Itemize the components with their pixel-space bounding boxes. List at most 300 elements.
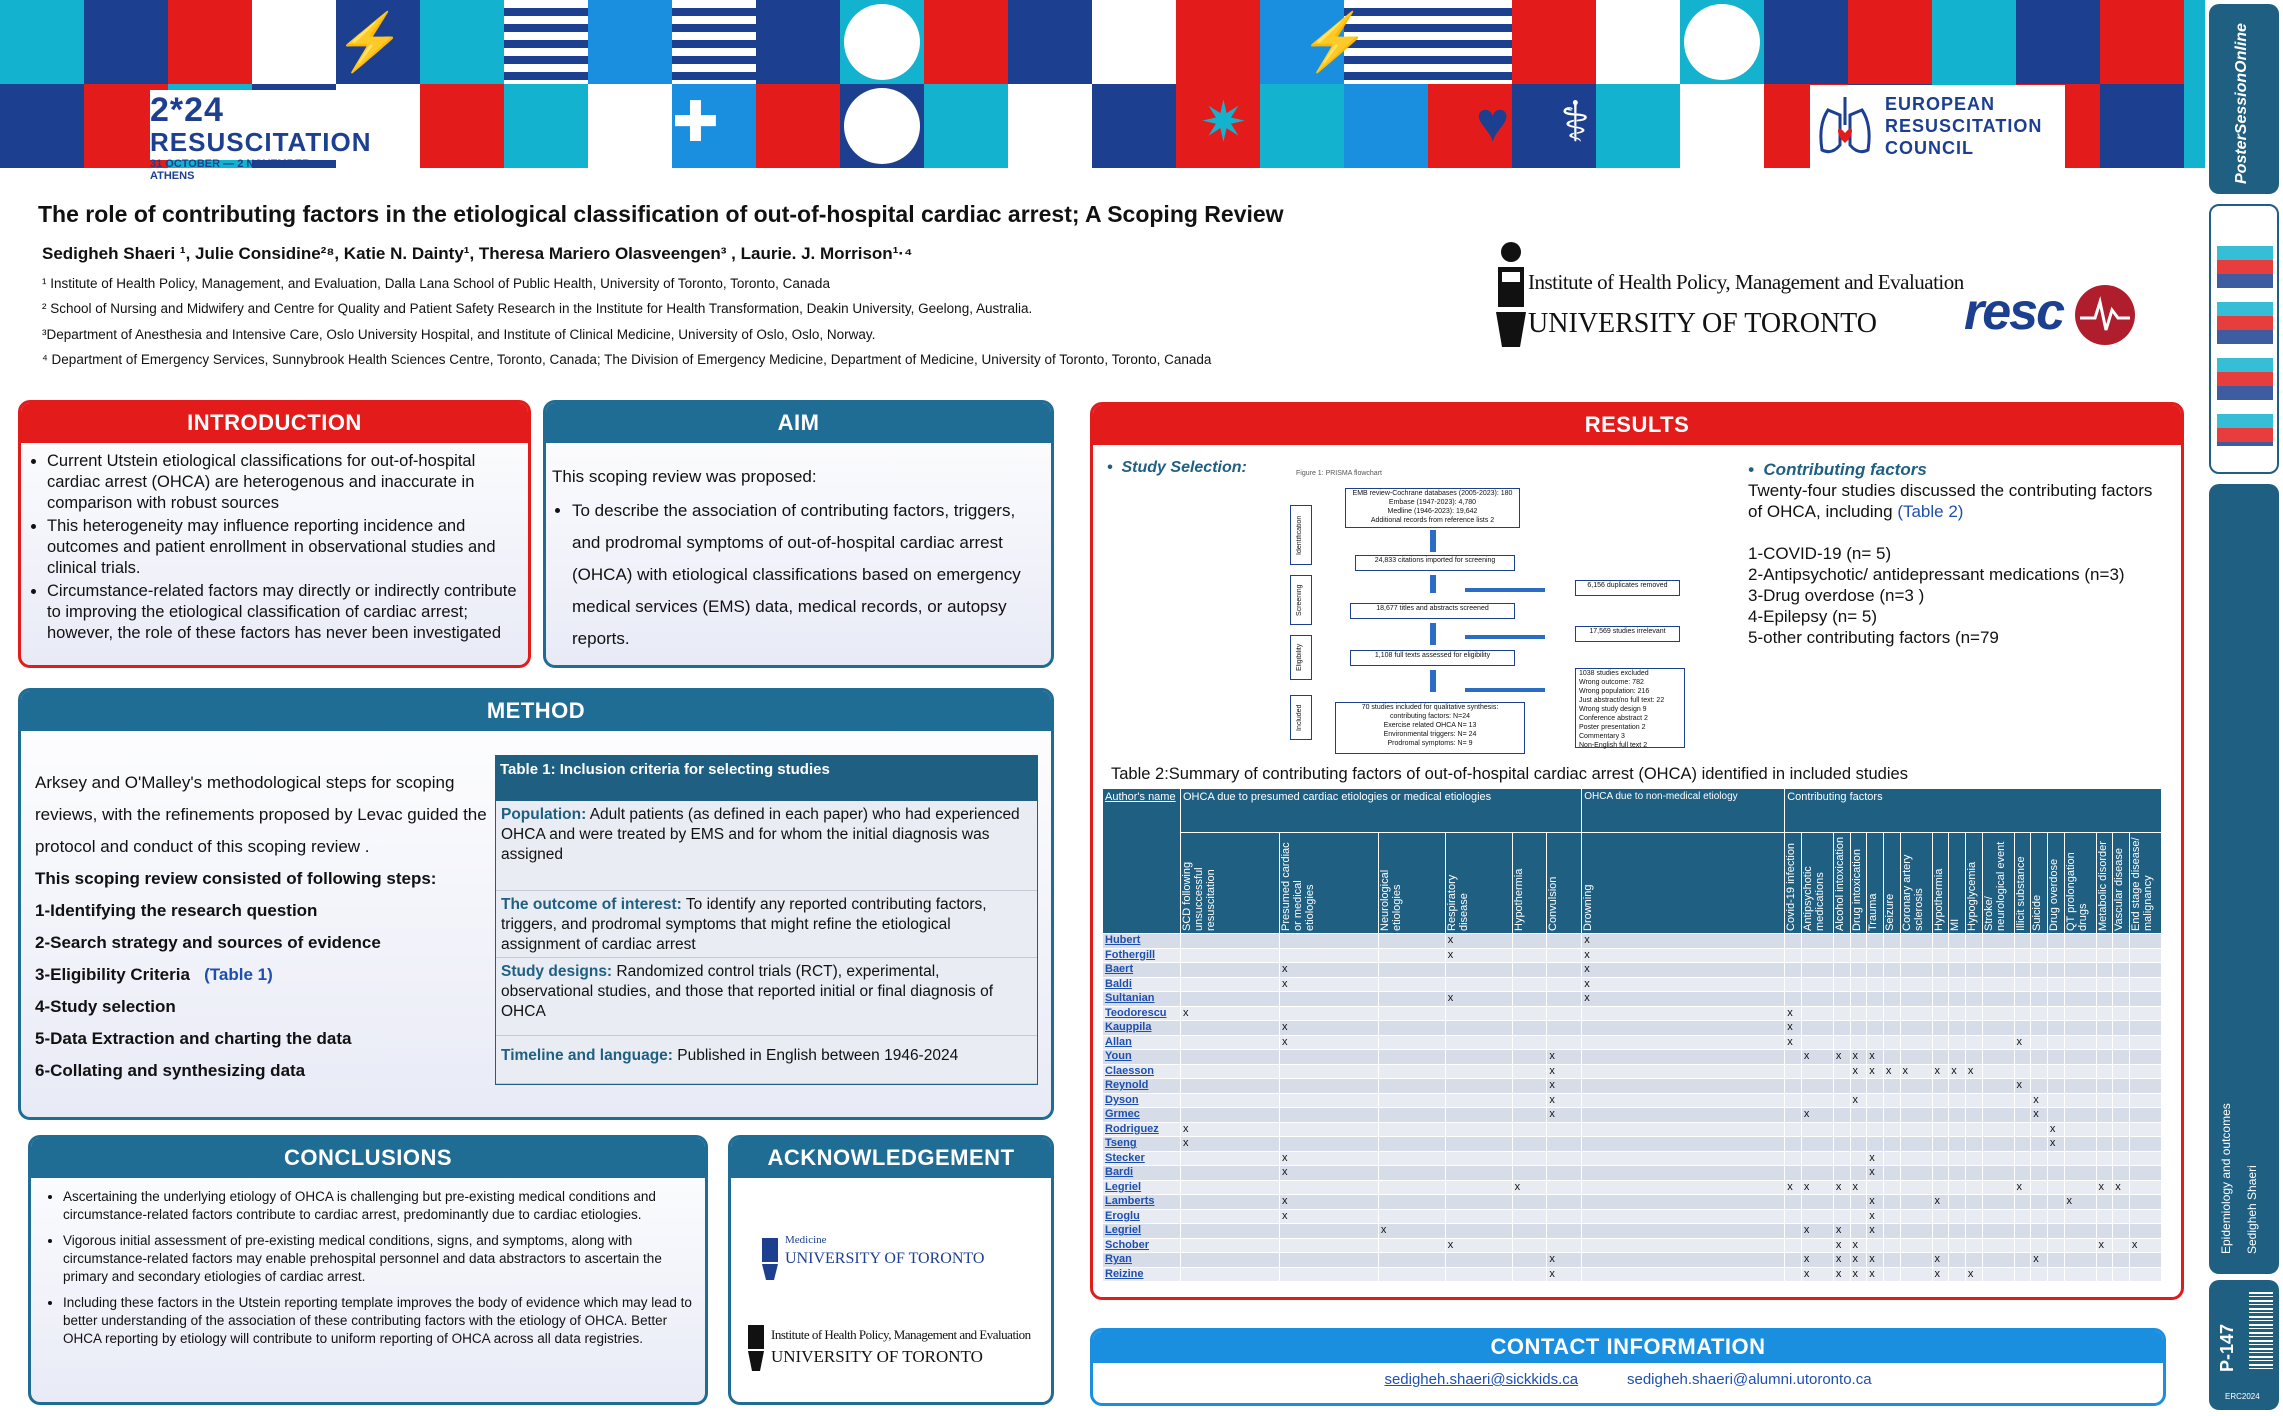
group-medical: OHCA due to presumed cardiac etiologies or medical etiologies	[1181, 789, 1582, 833]
author-cell[interactable]: Claesson	[1103, 1064, 1181, 1079]
mark-cell	[1512, 1050, 1547, 1065]
mark-cell	[1785, 1137, 1802, 1152]
author-cell[interactable]: Stecker	[1103, 1151, 1181, 1166]
mark-cell: x	[1801, 1267, 1833, 1282]
circle-motif-icon	[1684, 4, 1760, 80]
banner-tile	[1596, 0, 1680, 84]
mark-cell	[2096, 1209, 2113, 1224]
mark-cell	[1445, 977, 1512, 992]
mark-cell	[1883, 1151, 1900, 1166]
mark-cell	[1850, 934, 1867, 949]
mark-cell	[1445, 1021, 1512, 1036]
email-alumni[interactable]: sedigheh.shaeri@alumni.utoronto.ca	[1627, 1371, 1872, 1388]
table-row	[1103, 977, 2162, 992]
mark-cell	[1949, 992, 1966, 1007]
mark-cell	[1445, 1079, 1512, 1094]
inst-line2: UNIVERSITY OF TORONTO	[1528, 308, 1877, 339]
mark-cell	[1445, 1064, 1512, 1079]
author-cell[interactable]: Rodriguez	[1103, 1122, 1181, 1137]
column-header-label: Illicit substance	[2014, 856, 2027, 931]
mark-cell	[2129, 1224, 2161, 1239]
mark-cell	[1801, 1209, 1833, 1224]
mark-cell	[2129, 1151, 2161, 1166]
category-label: Epidemiology and outcomes	[2219, 1103, 2233, 1254]
mark-cell	[1949, 1224, 1966, 1239]
mark-cell	[2014, 1224, 2031, 1239]
column-header	[2113, 833, 2130, 934]
mark-cell	[1445, 1093, 1512, 1108]
column-header	[1279, 833, 1378, 934]
mark-cell: x	[1900, 1064, 1932, 1079]
mark-cell	[1785, 1108, 1802, 1123]
column-header	[1900, 833, 1932, 934]
mark-cell	[1833, 1137, 1850, 1152]
mark-cell	[1965, 934, 1982, 949]
mark-cell	[1582, 1093, 1785, 1108]
mark-cell	[1883, 1122, 1900, 1137]
author-cell[interactable]: Reynold	[1103, 1079, 1181, 1094]
mark-cell	[2113, 1079, 2130, 1094]
mark-cell	[1883, 1035, 1900, 1050]
affiliation-2: ² School of Nursing and Midwifery and Centre for Quality and Patient Safety Research in the Institute for Health Transformation, Deakin University, Geelong, Australia.	[42, 301, 1033, 316]
mark-cell: x	[1801, 1108, 1833, 1123]
mark-cell	[2064, 1108, 2096, 1123]
column-header-label: Alcohol intoxication	[1833, 836, 1846, 931]
mark-cell: x	[1801, 1224, 1833, 1239]
mark-cell	[2096, 934, 2113, 949]
mark-cell	[1932, 1151, 1949, 1166]
mark-cell	[2031, 1064, 2048, 1079]
mark-cell: x	[1582, 963, 1785, 978]
mark-cell	[1833, 1166, 1850, 1181]
mark-cell	[1512, 1166, 1547, 1181]
mark-cell	[1547, 934, 1582, 949]
mark-cell	[1785, 1267, 1802, 1282]
mark-cell	[1582, 1238, 1785, 1253]
mark-cell	[2047, 1224, 2064, 1239]
mark-cell: x	[2064, 1195, 2096, 1210]
conclusions-heading: CONCLUSIONS	[31, 1138, 705, 1178]
contrib-item: 3-Drug overdose (n=3 )	[1748, 586, 1925, 605]
mark-cell	[1965, 1253, 1982, 1268]
column-header	[1445, 833, 1512, 934]
step-3: 3-Eligibility Criteria	[35, 965, 190, 984]
mark-cell	[1982, 1209, 2014, 1224]
mark-cell: x	[2031, 1093, 2048, 1108]
mark-cell	[2129, 1267, 2161, 1282]
mark-cell	[1900, 948, 1932, 963]
mark-cell	[2113, 1166, 2130, 1181]
author-cell[interactable]: Baldi	[1103, 977, 1181, 992]
mark-cell	[1512, 1151, 1547, 1166]
contrib-item: 1-COVID-19 (n= 5)	[1748, 544, 1892, 563]
mark-cell	[2096, 1079, 2113, 1094]
column-header-label: Coronary artery sclerosis	[1900, 854, 1925, 931]
mark-cell	[2129, 977, 2161, 992]
column-header-label: Antipsychotic medications	[1801, 866, 1826, 931]
mark-cell: x	[1445, 1238, 1512, 1253]
mark-cell: x	[2047, 1137, 2064, 1152]
flow-caption: Figure 1: PRISMA flowchart	[1296, 470, 1382, 477]
mark-cell	[2014, 1006, 2031, 1021]
mark-cell	[1965, 1021, 1982, 1036]
column-header	[1833, 833, 1850, 934]
mark-cell: x	[2031, 1253, 2048, 1268]
step-4: 4-Study selection	[35, 997, 176, 1016]
author-cell[interactable]: Allan	[1103, 1035, 1181, 1050]
author-cell[interactable]: Schober	[1103, 1238, 1181, 1253]
mark-cell	[1883, 1006, 1900, 1021]
cross-icon: ✚	[672, 90, 719, 153]
banner-tile	[1344, 84, 1428, 168]
column-header	[1785, 833, 1802, 934]
stage-included: Included	[1290, 695, 1312, 740]
mark-cell	[2031, 934, 2048, 949]
mark-cell	[1445, 1122, 1512, 1137]
mark-cell	[1801, 948, 1833, 963]
mark-cell	[2031, 1137, 2048, 1152]
flow-box-imported: 24,833 citations imported for screening	[1355, 555, 1515, 571]
mark-cell	[2096, 1267, 2113, 1282]
mark-cell	[1883, 963, 1900, 978]
column-header	[1883, 833, 1900, 934]
mark-cell	[1445, 1151, 1512, 1166]
author-list: Sedigheh Shaeri ¹, Julie Considine²⁸, Katie N. Dainty¹, Theresa Mariero Olasveengen³ , Laurie. J. Morrison¹·⁴	[42, 244, 913, 263]
prisma-flowchart	[1290, 470, 1690, 755]
mark-cell	[2096, 1021, 2113, 1036]
mark-cell	[2113, 1209, 2130, 1224]
mark-cell	[1850, 1151, 1867, 1166]
contributing-factors-block	[1748, 459, 2168, 648]
resc-logo	[1960, 280, 2150, 350]
column-header-label: Covid-19 infection	[1785, 842, 1798, 931]
mark-cell	[2064, 1238, 2096, 1253]
mark-cell	[1965, 948, 1982, 963]
mark-cell	[2113, 1224, 2130, 1239]
aim-intro: This scoping review was proposed:	[552, 467, 817, 486]
mark-cell	[1949, 1267, 1966, 1282]
column-header	[2064, 833, 2096, 934]
author-cell[interactable]: Tseng	[1103, 1137, 1181, 1152]
mark-cell	[1949, 1035, 1966, 1050]
mark-cell: x	[2014, 1035, 2031, 1050]
mark-cell: x	[1850, 1180, 1867, 1195]
mark-cell	[1982, 1180, 2014, 1195]
banner-tile	[756, 0, 840, 84]
mark-cell	[2047, 1050, 2064, 1065]
mark-cell	[1965, 1180, 1982, 1195]
author-cell[interactable]: Eroglu	[1103, 1209, 1181, 1224]
mark-cell	[1932, 1122, 1949, 1137]
mark-cell	[2014, 1122, 2031, 1137]
mark-cell	[1785, 1253, 1802, 1268]
mark-cell	[1547, 1224, 1582, 1239]
banner-tile	[420, 0, 504, 84]
poster-info-panel	[2209, 484, 2279, 1274]
affiliation-3: ³Department of Anesthesia and Intensive Care, Oslo University Hospital, and Institute of Clinical Medicine, University of Oslo, Oslo, Norway.	[42, 327, 876, 342]
mark-cell	[1932, 1137, 1949, 1152]
mark-cell	[1445, 1108, 1512, 1123]
column-header	[1867, 833, 1884, 934]
mark-cell	[1965, 977, 1982, 992]
mark-cell: x	[2096, 1180, 2113, 1195]
mark-cell	[1883, 1267, 1900, 1282]
poster-thumbnail[interactable]	[2209, 204, 2279, 474]
author-cell[interactable]: Reizine	[1103, 1267, 1181, 1282]
mark-cell	[1850, 1006, 1867, 1021]
mark-cell	[1867, 1108, 1884, 1123]
mark-cell: x	[1850, 1064, 1867, 1079]
mark-cell	[1965, 1195, 1982, 1210]
inst-line1: Institute of Health Policy, Management and Evaluation	[1528, 270, 1964, 294]
mark-cell	[2064, 992, 2096, 1007]
mark-cell: x	[1582, 992, 1785, 1007]
mark-cell	[1900, 1108, 1932, 1123]
mark-cell	[1445, 1006, 1512, 1021]
mark-cell: x	[2031, 1108, 2048, 1123]
mark-cell	[2113, 934, 2130, 949]
column-header-label: SCD following unsuccessful resuscitation	[1181, 861, 1217, 931]
column-header	[1547, 833, 1582, 934]
mark-cell	[1833, 1021, 1850, 1036]
mark-cell	[1982, 1064, 2014, 1079]
column-header	[1801, 833, 1833, 934]
mark-cell	[1582, 1137, 1785, 1152]
caduceus-icon: ⚕	[1560, 90, 1591, 153]
author-cell[interactable]: Teodorescu	[1103, 1006, 1181, 1021]
mark-cell	[1965, 1166, 1982, 1181]
mark-cell	[2014, 934, 2031, 949]
step-2: 2-Search strategy and sources of evidence	[35, 933, 381, 952]
postersessiononline-badge[interactable]	[2209, 4, 2279, 194]
mark-cell	[2047, 977, 2064, 992]
mark-cell	[1181, 1195, 1280, 1210]
mark-cell	[2047, 1253, 2064, 1268]
banner-tile	[924, 84, 1008, 168]
mark-cell	[1900, 1253, 1932, 1268]
mark-cell: x	[1850, 1253, 1867, 1268]
table-row	[1103, 1209, 2162, 1224]
column-header-label: QT prolongation drugs	[2064, 852, 2089, 931]
mark-cell	[1181, 948, 1280, 963]
mark-cell	[1883, 1209, 1900, 1224]
mark-cell	[2031, 1122, 2048, 1137]
mark-cell	[1867, 1006, 1884, 1021]
mark-cell: x	[1932, 1253, 1949, 1268]
author-cell[interactable]: Legriel	[1103, 1224, 1181, 1239]
mark-cell	[1181, 1093, 1280, 1108]
mark-cell	[1279, 948, 1378, 963]
mark-cell	[1982, 1021, 2014, 1036]
mark-cell	[1900, 1079, 1932, 1094]
column-header-label: Seizure	[1883, 893, 1896, 931]
mark-cell: x	[1785, 1021, 1802, 1036]
mark-cell	[1279, 1224, 1378, 1239]
contrib-heading-line: • Contributing factors	[1748, 460, 1927, 479]
mark-cell	[2096, 1151, 2113, 1166]
mark-cell	[1801, 1064, 1833, 1079]
column-header-label: End stage disease/ malignancy	[2129, 837, 2154, 931]
logo1-small: Medicine	[785, 1234, 827, 1246]
mark-cell: x	[1445, 948, 1512, 963]
mark-cell	[1883, 934, 1900, 949]
mark-cell	[2047, 1035, 2064, 1050]
mark-cell	[2096, 1253, 2113, 1268]
list-item: • To describe the association of contributing factors, triggers, and prodromal symptoms of out-of-hospital cardiac arrest (OHCA) with etiological classifications based on emergency medical services (EMS) data, medical records, or autopsy reports.	[572, 495, 1045, 655]
table1-link[interactable]: (Table 1)	[204, 965, 273, 984]
mark-cell	[1582, 1035, 1785, 1050]
contact-heading-text: CONTACT INFORMATION	[1490, 1334, 1766, 1359]
email-link-sickkids[interactable]: sedigheh.shaeri@sickkids.ca	[1384, 1371, 1579, 1388]
mark-cell	[1547, 1122, 1582, 1137]
banner-tile	[504, 84, 588, 168]
mark-cell	[2047, 1151, 2064, 1166]
mark-cell	[2064, 1122, 2096, 1137]
mark-cell	[2129, 1122, 2161, 1137]
banner-tile	[84, 0, 168, 84]
mark-cell	[1181, 1166, 1280, 1181]
mark-cell	[1582, 1224, 1785, 1239]
mark-cell	[1965, 1224, 1982, 1239]
column-header-label: Trauma	[1867, 893, 1880, 931]
mark-cell	[1801, 992, 1833, 1007]
mark-cell	[1279, 1079, 1378, 1094]
mark-cell	[1965, 1108, 1982, 1123]
table-row	[1103, 1021, 2162, 1036]
mark-cell	[1949, 1006, 1966, 1021]
table-row	[1103, 1238, 2162, 1253]
mark-cell	[1785, 934, 1802, 949]
mark-cell	[1965, 1137, 1982, 1152]
mark-cell	[1850, 992, 1867, 1007]
mark-cell	[1279, 1093, 1378, 1108]
author-cell[interactable]: Kauppila	[1103, 1021, 1181, 1036]
mark-cell	[1378, 963, 1445, 978]
mark-cell	[1582, 1195, 1785, 1210]
column-header	[2014, 833, 2031, 934]
mark-cell: x	[2014, 1079, 2031, 1094]
mark-cell	[1181, 1050, 1280, 1065]
flow-side-irrelevant: 17,569 studies irrelevant	[1575, 626, 1680, 642]
mark-cell	[1785, 1195, 1802, 1210]
mark-cell	[1279, 1064, 1378, 1079]
mark-cell	[1445, 1195, 1512, 1210]
mark-cell: x	[1279, 1021, 1378, 1036]
mark-cell: x	[1547, 1064, 1582, 1079]
mark-cell	[2064, 1137, 2096, 1152]
mark-cell	[1883, 1050, 1900, 1065]
author-cell[interactable]: Sultanian	[1103, 992, 1181, 1007]
mark-cell	[2047, 1209, 2064, 1224]
mark-cell	[1582, 1050, 1785, 1065]
mark-cell	[1378, 1195, 1445, 1210]
author-cell[interactable]: Youn	[1103, 1050, 1181, 1065]
mark-cell	[1965, 1006, 1982, 1021]
author-label: Sedigheh Shaeri	[2245, 1165, 2259, 1254]
author-cell[interactable]: Bardi	[1103, 1166, 1181, 1181]
column-header	[2129, 833, 2161, 934]
mark-cell	[1512, 1035, 1547, 1050]
author-cell[interactable]: Grmec	[1103, 1108, 1181, 1123]
mark-cell	[1965, 1079, 1982, 1094]
mark-cell: x	[1867, 1151, 1884, 1166]
mark-cell: x	[1181, 1137, 1280, 1152]
mark-cell	[2031, 1238, 2048, 1253]
mark-cell	[1785, 1238, 1802, 1253]
mark-cell	[1949, 1151, 1966, 1166]
column-header-label: Vascular disease	[2113, 848, 2126, 931]
mark-cell	[1982, 1122, 2014, 1137]
mark-cell	[1949, 977, 1966, 992]
mark-cell	[2113, 948, 2130, 963]
mark-cell	[2031, 1224, 2048, 1239]
mark-cell	[1547, 1006, 1582, 1021]
mark-cell	[2064, 1180, 2096, 1195]
lightning-icon: ⚡	[1300, 10, 1370, 73]
table1-title: Table 1: Inclusion criteria for selecting studies	[496, 756, 1037, 801]
mark-cell	[1982, 1267, 2014, 1282]
mark-cell	[1445, 1050, 1512, 1065]
author-cell[interactable]: Fothergill	[1103, 948, 1181, 963]
table2-link[interactable]: (Table 2)	[1897, 502, 1964, 521]
mark-cell	[1378, 1064, 1445, 1079]
mark-cell	[2129, 1195, 2161, 1210]
author-cell[interactable]: Hubert	[1103, 934, 1181, 949]
mark-cell	[1181, 992, 1280, 1007]
mark-cell	[2047, 1166, 2064, 1181]
banner-tile	[420, 84, 504, 168]
mark-cell	[1512, 1137, 1547, 1152]
mark-cell	[1932, 1093, 1949, 1108]
flow-box-screened: 18,677 titles and abstracts screened	[1350, 603, 1515, 619]
banner-tile	[588, 84, 672, 168]
author-cell[interactable]: Dyson	[1103, 1093, 1181, 1108]
author-cell[interactable]: Baert	[1103, 963, 1181, 978]
author-cell[interactable]: Ryan	[1103, 1253, 1181, 1268]
column-header-label: Hypothermia	[1932, 868, 1945, 931]
mark-cell	[2014, 1267, 2031, 1282]
mark-cell	[2113, 1050, 2130, 1065]
mark-cell	[2096, 1166, 2113, 1181]
list-item: • Circumstance-related factors may directly or indirectly contribute to improving the etiological classification of cardiac arrest; however, the role of these factors has never been investigated	[47, 581, 524, 644]
mark-cell: x	[1279, 1209, 1378, 1224]
mark-cell	[1181, 1267, 1280, 1282]
mark-cell	[1900, 1209, 1932, 1224]
step-3-line	[35, 959, 495, 991]
col-author: Author's name	[1103, 789, 1181, 934]
mark-cell	[1378, 1151, 1445, 1166]
mark-cell	[2014, 1253, 2031, 1268]
column-header-label: MI	[1949, 918, 1962, 931]
mark-cell	[1850, 1224, 1867, 1239]
criterion-label: Population:	[501, 806, 587, 823]
author-cell[interactable]: Lamberts	[1103, 1195, 1181, 1210]
mark-cell	[1867, 1238, 1884, 1253]
mark-cell	[2014, 1151, 2031, 1166]
author-cell[interactable]: Legriel	[1103, 1180, 1181, 1195]
banner-tile	[1176, 0, 1260, 84]
mark-cell	[2113, 1195, 2130, 1210]
method-intro: Arksey and O'Malley's methodological steps for scoping reviews, with the refinements proposed by Levac guided the protocol and conduct of this scoping review .	[35, 773, 487, 856]
mark-cell	[1801, 1238, 1833, 1253]
mark-cell	[1900, 1180, 1932, 1195]
step-5: 5-Data Extraction and charting the data	[35, 1029, 352, 1048]
mark-cell	[1833, 977, 1850, 992]
mark-cell	[1982, 1224, 2014, 1239]
mark-cell	[2113, 1021, 2130, 1036]
mark-cell: x	[2014, 1180, 2031, 1195]
mark-cell	[1932, 963, 1949, 978]
